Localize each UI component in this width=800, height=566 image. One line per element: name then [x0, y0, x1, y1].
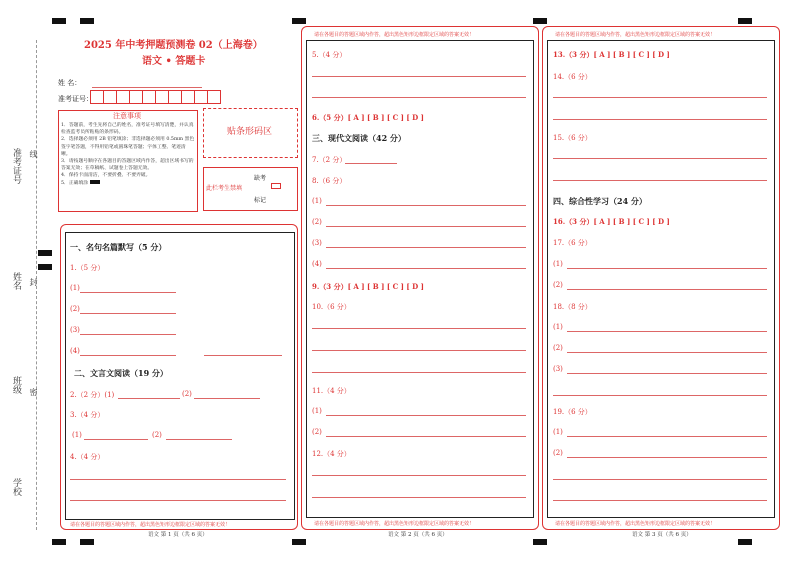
timing-mark — [533, 539, 547, 545]
answer-line[interactable] — [84, 439, 148, 440]
sub-label: (3) — [312, 239, 322, 247]
sub-label: (1) — [553, 260, 563, 268]
answer-line[interactable] — [80, 292, 176, 293]
answer-line[interactable] — [326, 268, 526, 269]
question-label: 7.（2 分） — [312, 156, 347, 164]
sub-label: (1) — [553, 428, 563, 436]
answer-line[interactable] — [567, 436, 767, 437]
answer-line[interactable] — [118, 398, 180, 399]
notes-item: 3．请按题号顺序在各题目的答题区域内作答，超出区域书写的答案无效；在草稿纸、试题卷上答题无效。 — [61, 159, 194, 172]
hint-text: 请在各题目的答题区域内作答，超出黑色矩形边框限定区域的答案无效！ — [555, 521, 716, 527]
sub-label: (1) — [312, 197, 322, 205]
id-boxes[interactable] — [91, 90, 221, 104]
answer-line[interactable] — [312, 372, 526, 373]
answer-line[interactable] — [553, 97, 767, 98]
sub-label: (2) — [152, 431, 162, 439]
answer-line[interactable] — [80, 334, 176, 335]
timing-mark — [533, 18, 547, 24]
answer-line[interactable] — [567, 268, 767, 269]
question-label: 2.（2 分）(1) — [70, 391, 115, 399]
answer-line[interactable] — [567, 289, 767, 290]
section-heading: 一、名句名篇默写（5 分） — [70, 242, 167, 252]
question-label: 6.（5 分）[ A ] [ B ] [ C ] [ D ] — [312, 113, 424, 122]
sub-label: (2) — [312, 218, 322, 226]
answer-area-3 — [547, 40, 775, 518]
sub-label: (2) — [553, 344, 563, 352]
question-label: 17.（6 分） — [553, 239, 592, 247]
answer-line[interactable] — [326, 415, 526, 416]
filled-sample — [90, 180, 100, 184]
page-footer: 语文 第 2 页（共 6 页） — [388, 532, 448, 538]
notes-item: 4．保持卡面清洁，不要折叠、不要弄破。 — [61, 173, 151, 179]
page-footer: 语文 第 3 页（共 6 页） — [632, 532, 692, 538]
question-label: 12.（4 分） — [312, 450, 351, 458]
side-label-school: 学校 — [11, 478, 21, 496]
answer-line[interactable] — [345, 163, 397, 164]
answer-line[interactable] — [553, 158, 767, 159]
sub-label: (2) — [70, 305, 80, 313]
side-label-class: 班级 — [11, 376, 21, 394]
answer-line[interactable] — [70, 479, 286, 480]
question-label: 19.（6 分） — [553, 408, 592, 416]
sub-label: (2) — [182, 390, 192, 398]
sub-label: (2) — [312, 428, 322, 436]
answer-line[interactable] — [312, 475, 526, 476]
answer-line[interactable] — [194, 398, 260, 399]
side-label-id: 准考证号 — [11, 148, 21, 184]
question-label: 4.（4 分） — [70, 453, 105, 461]
answer-line[interactable] — [567, 457, 767, 458]
answer-line[interactable] — [312, 97, 526, 98]
timing-mark — [292, 18, 306, 24]
answer-area-2 — [306, 40, 534, 518]
sub-label: (2) — [553, 449, 563, 457]
sub-label: (1) — [312, 407, 322, 415]
answer-line[interactable] — [567, 352, 767, 353]
sub-label: (1) — [72, 431, 82, 439]
hint-text: 请在各题目的答题区域内作答，超出黑色矩形边框限定区域的答案无效！ — [314, 521, 475, 527]
sub-label: (3) — [553, 365, 563, 373]
question-label: 16.（3 分）[ A ] [ B ] [ C ] [ D ] — [553, 217, 670, 226]
notes-title: 注意事项 — [113, 112, 141, 120]
answer-line[interactable] — [326, 226, 526, 227]
question-label: 14.（6 分） — [553, 73, 592, 81]
absent-label: 此栏考生禁填 — [206, 185, 243, 192]
question-label: 11.（4 分） — [312, 387, 351, 395]
answer-line[interactable] — [326, 247, 526, 248]
answer-line[interactable] — [80, 313, 176, 314]
answer-line[interactable] — [326, 436, 526, 437]
question-label: 13.（3 分）[ A ] [ B ] [ C ] [ D ] — [553, 50, 670, 59]
notes-item: 1．答题前，考生先将自己的姓名，准考证号填写清楚，并认真检查监考员所粘贴的条形码。 — [61, 123, 194, 136]
side-label-xian: 线 — [29, 150, 38, 158]
absent-top: 缺考 — [254, 175, 267, 182]
notes-item: 2．选择题必须用 2B 铅笔填涂；非选择题必须用 0.5mm 黑色签字笔答题，不得用铅笔或圆珠笔答题；字体工整、笔迹清晰。 — [61, 137, 195, 157]
sub-label: (1) — [70, 284, 80, 292]
hint-text: 请在各题目的答题区域内作答，超出黑色矩形边框限定区域的答案无效！ — [555, 32, 716, 38]
sub-label: (4) — [70, 347, 80, 355]
absent-bottom: 标记 — [254, 197, 267, 204]
page-title: 2025 年中考押题预测卷 02（上海卷） — [84, 40, 263, 51]
answer-line[interactable] — [567, 331, 767, 332]
answer-line[interactable] — [312, 497, 526, 498]
timing-mark — [292, 539, 306, 545]
sub-label: (2) — [553, 281, 563, 289]
timing-mark — [38, 250, 52, 256]
barcode-label: 贴条形码区 — [226, 127, 272, 137]
answer-line[interactable] — [166, 439, 232, 440]
side-label-feng: 封 — [29, 278, 38, 286]
timing-mark — [80, 18, 94, 24]
question-label: 3.（4 分） — [70, 411, 105, 419]
answer-line[interactable] — [567, 373, 767, 374]
absent-checkbox[interactable] — [271, 183, 281, 189]
section-heading: 三、现代文阅读（42 分） — [312, 133, 406, 143]
id-label: 准考证号： — [58, 95, 93, 103]
hint-text: 请在各题目的答题区域内作答，超出黑色矩形边框限定区域的答案无效！ — [70, 522, 231, 528]
notes-item: 5．正确填涂 — [61, 180, 195, 187]
section-heading: 四、综合性学习（24 分） — [553, 196, 647, 206]
sub-label: (3) — [70, 326, 80, 334]
section-heading: 二、文言文阅读（19 分） — [74, 368, 168, 378]
notes-list — [61, 122, 195, 187]
name-field[interactable] — [92, 87, 202, 88]
timing-mark — [738, 18, 752, 24]
timing-mark — [52, 18, 66, 24]
timing-mark — [38, 264, 52, 270]
answer-line[interactable] — [326, 205, 526, 206]
answer-line[interactable] — [70, 500, 286, 501]
answer-line[interactable] — [553, 479, 767, 480]
answer-line[interactable] — [553, 395, 767, 396]
question-label: 9.（3 分）[ A ] [ B ] [ C ] [ D ] — [312, 282, 424, 291]
side-label-mi: 密 — [29, 388, 38, 396]
name-label: 姓 名： — [58, 79, 82, 87]
answer-line[interactable] — [312, 328, 526, 329]
answer-line[interactable] — [80, 355, 176, 356]
question-label: 18.（8 分） — [553, 303, 592, 311]
sub-label: (4) — [312, 260, 322, 268]
sub-label: (1) — [553, 323, 563, 331]
answer-line[interactable] — [553, 180, 767, 181]
question-label: 10.（6 分） — [312, 303, 351, 311]
answer-line[interactable] — [204, 355, 282, 356]
page-footer: 语文 第 1 页（共 6 页） — [148, 532, 208, 538]
answer-line[interactable] — [553, 119, 767, 120]
side-label-name: 姓名 — [11, 272, 21, 290]
timing-mark — [52, 539, 66, 545]
answer-line[interactable] — [312, 76, 526, 77]
page-subtitle: 语文 • 答题卡 — [142, 56, 206, 67]
timing-mark — [738, 539, 752, 545]
question-label: 1.（5 分） — [70, 264, 105, 272]
question-label: 5.（4 分） — [312, 51, 347, 59]
answer-line[interactable] — [312, 350, 526, 351]
answer-line[interactable] — [553, 500, 767, 501]
question-label: 15.（6 分） — [553, 134, 592, 142]
timing-mark — [80, 539, 94, 545]
question-label: 8.（6 分） — [312, 177, 347, 185]
hint-text: 请在各题目的答题区域内作答，超出黑色矩形边框限定区域的答案无效！ — [314, 32, 475, 38]
